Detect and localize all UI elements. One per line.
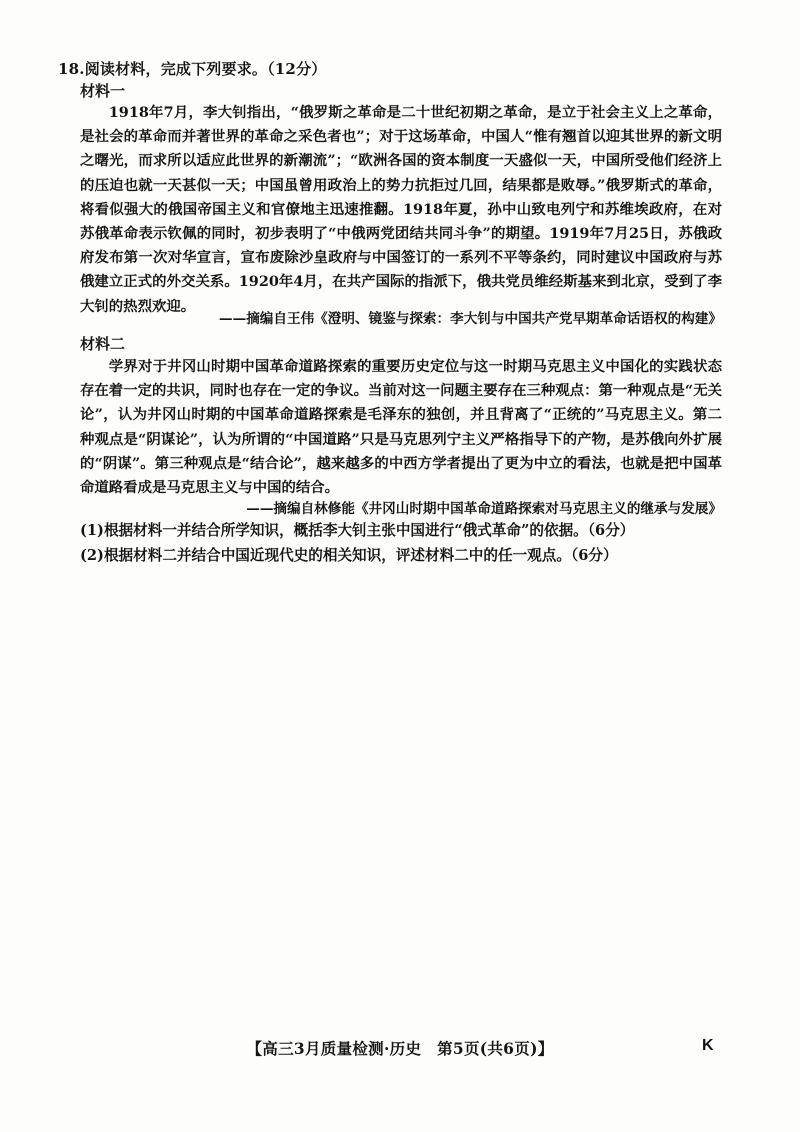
- material1-source: ——摘编自王伟《澄明、镜鉴与探索：李大钊与中国共产党早期革命话语权的构建》: [219, 311, 722, 327]
- material2-source: ——摘编自林修能《井冈山时期中国革命道路探索对马克思主义的继承与发展》: [246, 501, 722, 517]
- footer-code: K: [702, 1037, 714, 1054]
- page-footer: 【高三3月质量检测·历史 第5页(共6页)】: [246, 1039, 554, 1058]
- material1-label: 材料一: [80, 82, 126, 100]
- material1-text: 1918年7月，李大钊指出，“俄罗斯之革命是二十世纪初期之革命，是立于社会主义上之革命，是社会的革命而并著世界的革命之采色者也”；对于这场革命，中国人“惟有翘首以迎其世界的新文明之曙光，而求所以适应此世界的新潮流”；“欧洲各国的资本制度一天盛似一天，中国所受他们经济上的压迫也就一天甚似一天；中国虽曾用政治上的势力抗拒过几回，结果都是败辱。”俄罗斯式的革命，将看似强大的俄国帝国主义和官僚地主迅速推翻。1918年夏，孙中山致电列宁和苏维埃政府，在对苏俄革命表示钦佩的同时，初步表明了“中俄两党团结共同斗争”的期望。1919年7月25日，苏俄政府发布第一次对华宣言，宣布废除沙皇政府与中国签订的一系列不平等条约，同时建议中国政府与苏俄建立正式的外交关系。1920年4月，在共产国际的指派下，俄共党员维经斯基来到北京，受到了李大钊的热烈欢迎。: [80, 104, 722, 315]
- sub-question-1: (1)根据材料一并结合所学知识，概括李大钊主张中国进行“俄式革命”的依据。（6分）: [80, 522, 635, 539]
- material2-text: 学界对于井冈山时期中国革命道路探索的重要历史定位与这一时期马克思主义中国化的实践状态存在着一定的共识，同时也存在一定的争议。当前对这一问题主要存在三种观点：第一种观点是“无关论”，认为井冈山时期的中国革命道路探索是毛泽东的独创，并且背离了“正统的”马克思主义。第二种观点是“阴谋论”，认为所谓的“中国道路”只是马克思列宁主义严格指导下的产物，是苏俄向外扩展的“阴谋”。第三种观点是“结合论”，越来越多的中西方学者提出了更为中立的看法，也就是把中国革命道路看成是马克思主义与中国的结合。: [80, 358, 722, 497]
- question-title: 18.阅读材料，完成下列要求。（12分）: [58, 60, 327, 78]
- sub-question-2: (2)根据材料二并结合中国近现代史的相关知识，评述材料二中的任一观点。（6分）: [80, 547, 618, 564]
- material2-label: 材料二: [80, 335, 126, 353]
